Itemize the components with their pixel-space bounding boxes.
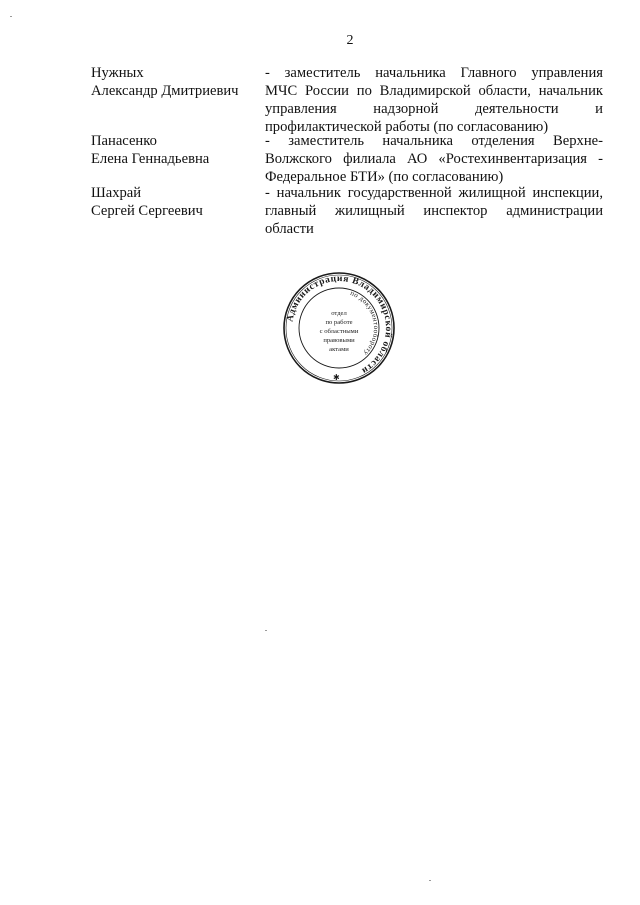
svg-text:по документообороту: по документообороту (349, 289, 381, 358)
member-name (91, 132, 261, 168)
svg-text:с областными: с областными (319, 328, 359, 335)
official-stamp (282, 271, 396, 385)
role-line: Федеральное БТИ» (по согласованию) (265, 169, 504, 185)
role-line: - заместитель начальника Главного управления (265, 65, 603, 81)
member-name (91, 184, 261, 220)
member-surname: Шахрай (91, 185, 142, 201)
member-role (265, 184, 603, 238)
svg-text:актами: актами (329, 346, 349, 353)
scan-speck (429, 880, 431, 881)
member-given-names: Сергей Сергеевич (91, 203, 203, 219)
member-given-names: Александр Дмитриевич (91, 83, 239, 99)
role-line: Волжского филиала АО «Ростехинвентаризация - (265, 151, 603, 167)
scan-speck (10, 16, 12, 17)
member-surname: Нужных (91, 65, 144, 81)
scan-speck (265, 630, 267, 631)
member-role (265, 64, 603, 136)
member-name (91, 64, 261, 100)
member-role (265, 132, 603, 186)
svg-text:отдел: отдел (331, 310, 347, 317)
role-line: - заместитель начальника отделения Верхне- (265, 133, 603, 149)
role-line: области (265, 221, 314, 237)
role-line: управления надзорной деятельности и (265, 101, 603, 117)
member-surname: Панасенко (91, 133, 157, 149)
role-line: профилактической работы (по согласованию) (265, 119, 549, 135)
role-line: МЧС России по Владимирской области, начальник (265, 83, 603, 99)
svg-text:правовыми: правовыми (323, 337, 355, 344)
page-number: 2 (346, 33, 354, 48)
role-line: главный жилищный инспектор администрации (265, 203, 603, 219)
stamp-seal-icon (282, 271, 396, 385)
member-given-names: Елена Геннадьевна (91, 151, 210, 167)
svg-text:✱: ✱ (333, 373, 340, 382)
role-line: - начальник государственной жилищной инспекции, (265, 185, 603, 201)
svg-text:по работе: по работе (325, 319, 353, 326)
svg-text:Администрация Владимирской обл: Администрация Владимирской области (285, 273, 394, 376)
